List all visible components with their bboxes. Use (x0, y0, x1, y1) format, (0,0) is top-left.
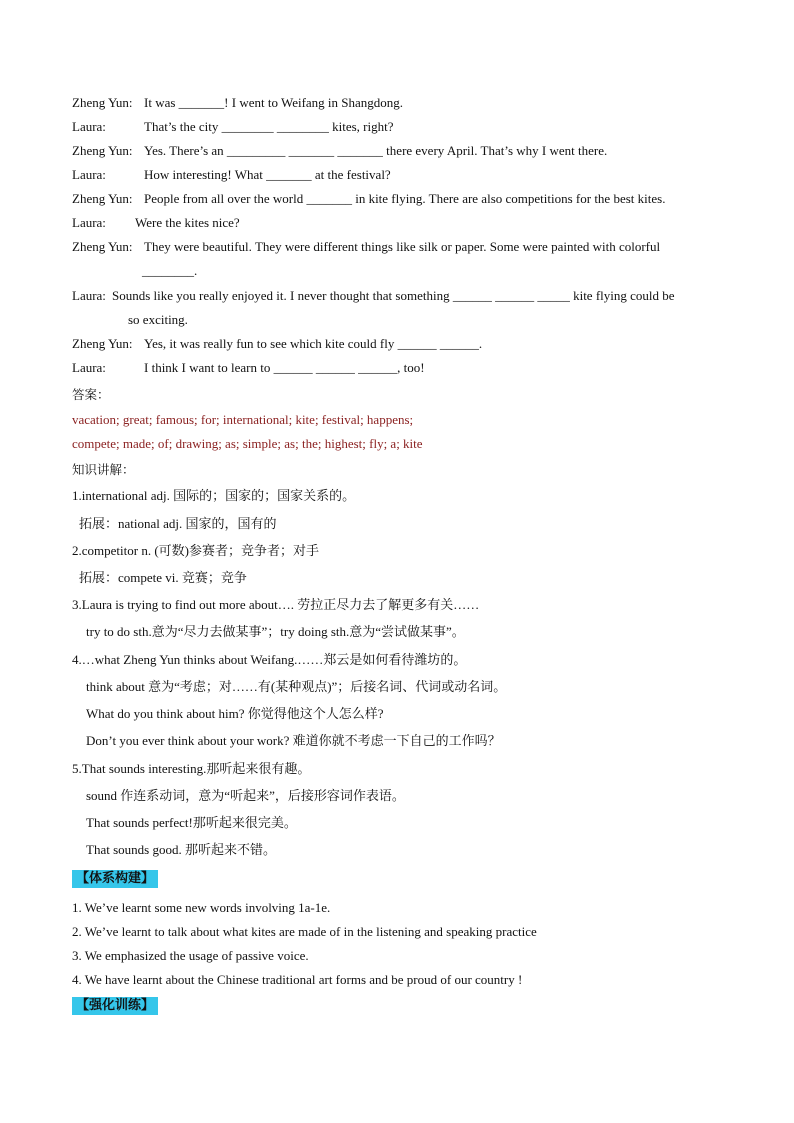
dialogue-continuation (128, 312, 788, 328)
knowledge-item: 拓展：national adj. 国家的，国有的 (79, 516, 277, 531)
dialogue-line (72, 119, 732, 135)
dialogue-text: Yes, it was really fun to see which kite could fly ______ ______. (144, 336, 483, 351)
speaker: Zheng Yun: (72, 95, 133, 110)
dialogue-text: I think I want to learn to ______ ______ ______, too! (144, 360, 425, 375)
dialogue-line (72, 239, 732, 255)
summary-item: 3. We emphasized the usage of passive voice. (72, 948, 309, 963)
knowledge-item: That sounds perfect!那听起来很完美。 (86, 815, 297, 830)
knowledge-item: That sounds good. 那听起来不错。 (86, 842, 276, 857)
dialogue-text: How interesting! What _______ at the festival? (144, 167, 391, 182)
knowledge-item: What do you think about him? 你觉得他这个人怎么样? (86, 706, 384, 721)
dialogue-continuation (142, 263, 794, 279)
dialogue-line (72, 215, 732, 231)
dialogue-text: so exciting. (128, 312, 188, 327)
speaker: Zheng Yun: (72, 239, 133, 254)
section-title: 【强化训练】 (72, 997, 158, 1015)
knowledge-item: 3.Laura is trying to find out more about…. 劳拉正尽力去了解更多有关…… (72, 597, 480, 612)
section-heading (72, 997, 732, 1015)
section-title: 【体系构建】 (72, 870, 158, 888)
knowledge-item: sound 作连系动词，意为“听起来”，后接形容词作表语。 (86, 788, 405, 803)
dialogue-text: Yes. There’s an _________ _______ _______ there every April. That’s why I went there. (144, 143, 608, 158)
summary-item: 4. We have learnt about the Chinese traditional art forms and be proud of our country ! (72, 972, 523, 987)
knowledge-item: try to do sth.意为“尽力去做某事”；try doing sth.意为“尝试做某事”。 (86, 624, 465, 639)
dialogue-text: That’s the city ________ ________ kites, right? (144, 119, 394, 134)
speaker: Laura: (72, 215, 106, 230)
dialogue-text: They were beautiful. They were different things like silk or paper. Some were painted with colorful (144, 239, 661, 254)
knowledge-item: 5.That sounds interesting.那听起来很有趣。 (72, 761, 311, 776)
dialogue-line (72, 360, 732, 376)
answer-line: vacation; great; famous; for; international; kite; festival; happens; (72, 412, 414, 427)
dialogue-line (72, 191, 732, 207)
dialogue-text: It was _______! I went to Weifang in Shangdong. (144, 95, 404, 110)
section-heading (72, 870, 732, 888)
summary-item: 2. We’ve learnt to talk about what kites are made of in the listening and speaking practice (72, 924, 537, 939)
dialogue-text: ________. (142, 263, 198, 278)
speaker: Zheng Yun: (72, 336, 133, 351)
answer-label: 答案： (72, 387, 110, 402)
speaker: Zheng Yun: (72, 191, 133, 206)
dialogue-line (72, 167, 732, 183)
knowledge-item: 4.…what Zheng Yun thinks about Weifang.……郑云是如何看待潍坊的。 (72, 652, 467, 667)
knowledge-item: think about 意为“考虑；对……有(某种观点)”；后接名词、代词或动名词。 (86, 679, 507, 694)
knowledge-item: 拓展：compete vi. 竞赛；竞争 (79, 570, 247, 585)
speaker: Zheng Yun: (72, 143, 133, 158)
dialogue-text: Sounds like you really enjoyed it. I never thought that something ______ ______ _____ kite flying could be (112, 288, 675, 303)
knowledge-item: 2.competitor n. (可数)参赛者；竞争者；对手 (72, 543, 319, 558)
summary-item: 1. We’ve learnt some new words involving 1a-1e. (72, 900, 331, 915)
speaker: Laura: (72, 167, 106, 182)
knowledge-item: Don’t you ever think about your work? 难道你就不考虑一下自己的工作吗？ (86, 733, 501, 748)
dialogue-line (72, 143, 732, 159)
speaker: Laura: (72, 119, 106, 134)
dialogue-line (72, 288, 732, 304)
dialogue-line (72, 95, 732, 111)
dialogue-text: People from all over the world _______ in kite flying. There are also competitions for the best kites. (144, 191, 666, 206)
knowledge-label: 知识讲解： (72, 462, 135, 477)
dialogue-text: Were the kites nice? (135, 215, 240, 230)
answer-line: compete; made; of; drawing; as; simple; as; the; highest; fly; a; kite (72, 436, 423, 451)
speaker: Laura: (72, 360, 106, 375)
knowledge-item: 1.international adj. 国际的；国家的；国家关系的。 (72, 488, 356, 503)
speaker: Laura: (72, 288, 106, 303)
dialogue-line (72, 336, 732, 352)
